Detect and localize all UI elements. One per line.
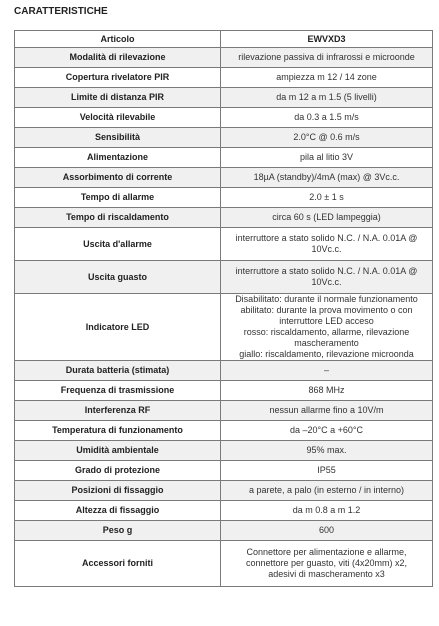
spec-label: Posizioni di fissaggio xyxy=(15,481,221,501)
table-row xyxy=(15,168,433,188)
section-heading: CARATTERISTICHE xyxy=(14,6,108,17)
spec-value-line: ampiezza m 12 / 14 zone xyxy=(276,72,377,82)
spec-value-line: mascheramento xyxy=(294,338,359,348)
spec-label: Umidità ambientale xyxy=(15,441,221,461)
spec-value-line: da –20°C a +60°C xyxy=(290,425,363,435)
spec-value-line: abilitato: durante la prova movimento o con xyxy=(240,305,413,315)
spec-value xyxy=(221,261,433,294)
spec-value-line: rosso: riscaldamento, allarme, rilevazione xyxy=(243,327,410,337)
spec-value-line: 18µA (standby)/4mA (max) @ 3Vc.c. xyxy=(253,172,400,182)
spec-value-line: nessun allarme fino a 10V/m xyxy=(269,405,384,415)
spec-value-line: rilevazione passiva di infrarossi e microonde xyxy=(238,52,415,62)
table-row xyxy=(15,481,433,501)
spec-label: Uscita guasto xyxy=(15,261,221,294)
table-row xyxy=(15,148,433,168)
spec-value xyxy=(221,68,433,88)
table-row xyxy=(15,128,433,148)
spec-value xyxy=(221,208,433,228)
spec-value xyxy=(221,481,433,501)
spec-label: Grado di protezione xyxy=(15,461,221,481)
spec-label: Tempo di riscaldamento xyxy=(15,208,221,228)
spec-value-line: 2.0 ± 1 s xyxy=(309,192,344,202)
spec-label: Tempo di allarme xyxy=(15,188,221,208)
spec-value-line: 10Vc.c. xyxy=(311,277,342,287)
spec-value xyxy=(221,541,433,587)
spec-label: Frequenza di trasmissione xyxy=(15,381,221,401)
table-row xyxy=(15,261,433,294)
table-row xyxy=(15,541,433,587)
spec-value xyxy=(221,521,433,541)
spec-value xyxy=(221,381,433,401)
spec-label: Limite di distanza PIR xyxy=(15,88,221,108)
table-row xyxy=(15,381,433,401)
table-row xyxy=(15,521,433,541)
spec-value xyxy=(221,441,433,461)
spec-value xyxy=(221,148,433,168)
spec-value xyxy=(221,168,433,188)
spec-value xyxy=(221,421,433,441)
spec-value xyxy=(221,294,433,361)
spec-value xyxy=(221,128,433,148)
spec-value-line: 868 MHz xyxy=(308,385,345,395)
table-row xyxy=(15,88,433,108)
table-row xyxy=(15,501,433,521)
spec-label: Indicatore LED xyxy=(15,294,221,361)
spec-value-line: giallo: riscaldamento, rilevazione microonda xyxy=(239,349,414,359)
spec-value-line: Disabilitato: durante il normale funzionamento xyxy=(235,294,418,304)
spec-value xyxy=(221,228,433,261)
table-row xyxy=(15,228,433,261)
table-row xyxy=(15,294,433,361)
header-article: Articolo xyxy=(15,31,221,48)
header-model: EWVXD3 xyxy=(221,31,433,48)
table-row xyxy=(15,441,433,461)
spec-label: Interferenza RF xyxy=(15,401,221,421)
spec-label: Durata batteria (stimata) xyxy=(15,361,221,381)
spec-label: Peso g xyxy=(15,521,221,541)
spec-label: Velocità rilevabile xyxy=(15,108,221,128)
spec-value-line: 600 xyxy=(318,525,335,535)
spec-label: Accessori forniti xyxy=(15,541,221,587)
spec-value-line: interruttore LED acceso xyxy=(279,316,374,326)
spec-value-line: interruttore a stato solido N.C. / N.A. 0.01A @ xyxy=(235,233,418,243)
table-row xyxy=(15,461,433,481)
table-row xyxy=(15,208,433,228)
spec-value-line: Connettore per alimentazione e allarme, xyxy=(246,547,407,557)
spec-label: Uscita d'allarme xyxy=(15,228,221,261)
table-header-row xyxy=(15,31,433,48)
spec-value xyxy=(221,48,433,68)
spec-value-line: da m 12 a m 1.5 (5 livelli) xyxy=(276,92,377,102)
table-row xyxy=(15,68,433,88)
spec-value-line: – xyxy=(323,365,329,375)
spec-value-line: da 0.3 a 1.5 m/s xyxy=(294,112,359,122)
spec-value-line: a parete, a palo (in esterno / in interno) xyxy=(248,485,405,495)
spec-label: Copertura rivelatore PIR xyxy=(15,68,221,88)
spec-value xyxy=(221,88,433,108)
spec-value xyxy=(221,461,433,481)
spec-label: Assorbimento di corrente xyxy=(15,168,221,188)
table-body xyxy=(15,48,433,587)
spec-value-line: connettore per guasto, viti (4x20mm) x2, xyxy=(245,558,408,568)
spec-label: Altezza di fissaggio xyxy=(15,501,221,521)
spec-value xyxy=(221,401,433,421)
spec-value-line: 10Vc.c. xyxy=(311,244,342,254)
spec-label: Temperatura di funzionamento xyxy=(15,421,221,441)
spec-value xyxy=(221,108,433,128)
spec-label: Alimentazione xyxy=(15,148,221,168)
spec-value-line: pila al litio 3V xyxy=(299,152,354,162)
spec-value xyxy=(221,361,433,381)
table-row xyxy=(15,48,433,68)
spec-label: Sensibilità xyxy=(15,128,221,148)
spec-value-line: 2.0°C @ 0.6 m/s xyxy=(293,132,360,142)
spec-value xyxy=(221,188,433,208)
spec-label: Modalità di rilevazione xyxy=(15,48,221,68)
spec-value xyxy=(221,501,433,521)
spec-value-line: interruttore a stato solido N.C. / N.A. 0.01A @ xyxy=(235,266,418,276)
specifications-table xyxy=(14,30,433,587)
table-row xyxy=(15,108,433,128)
spec-value-line: circa 60 s (LED lampeggia) xyxy=(272,212,381,222)
table-row xyxy=(15,421,433,441)
table-row xyxy=(15,361,433,381)
spec-value-line: IP55 xyxy=(317,465,336,475)
table-row xyxy=(15,401,433,421)
spec-value-line: da m 0.8 a m 1.2 xyxy=(292,505,361,515)
spec-value-line: adesivi di mascheramento x3 xyxy=(268,569,385,579)
spec-value-line: 95% max. xyxy=(306,445,347,455)
table-row xyxy=(15,188,433,208)
